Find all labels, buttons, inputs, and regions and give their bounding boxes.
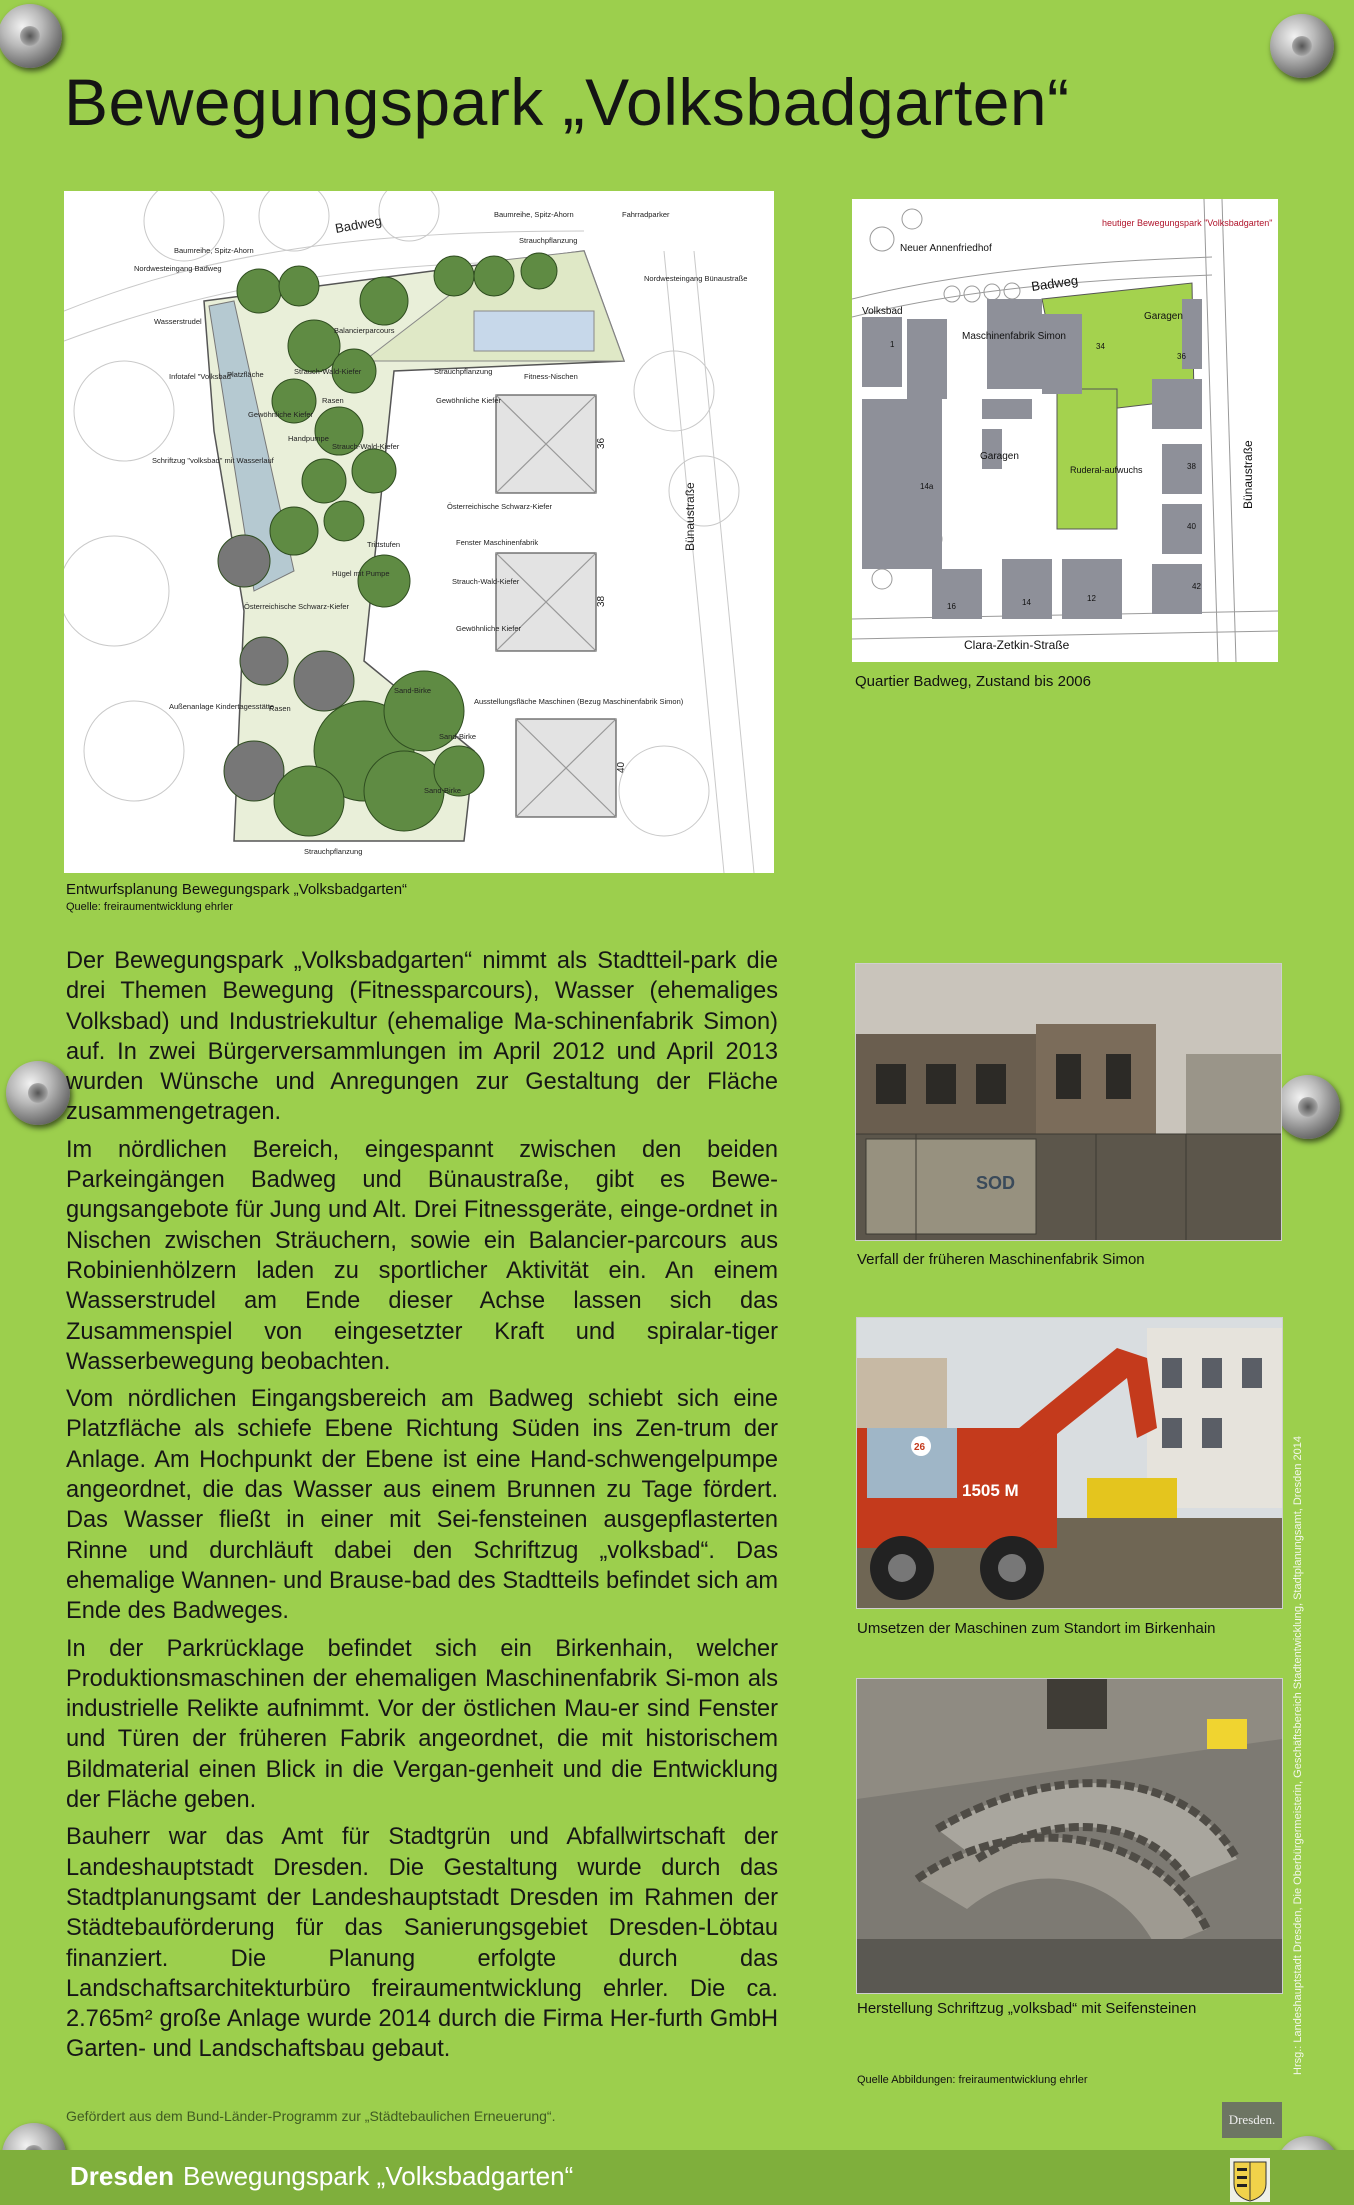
plan-label-trittstufen: Trittstufen — [367, 540, 401, 549]
map-label-garagen: Garagen — [1144, 311, 1183, 322]
plan-house-40: 40 — [616, 761, 627, 773]
photo-paving — [856, 1678, 1283, 1994]
photos-source: Quelle Abbildungen: freiraumentwicklung ehrler — [857, 2074, 1088, 2086]
plan-label-balancierparcours: Balancierparcours — [334, 326, 395, 335]
plan-label-huegel: Hügel mit Pumpe — [332, 569, 390, 578]
map-label-garagen-2: Garagen — [980, 451, 1019, 462]
plan-label-gewoehnliche-kiefer-3: Gewöhnliche Kiefer — [456, 624, 522, 633]
map-number-38: 38 — [1187, 462, 1196, 471]
plan-label-sandbirke-2: Sand-Birke — [439, 732, 477, 741]
plan-label-strauchwald: Strauch-Wald-Kiefer — [294, 367, 362, 376]
plan-label-nordwesteingang-2: Nordwesteingang Bünaustraße — [644, 274, 748, 283]
plan-label-aussenanlage: Außenanlage Kindertagesstätte — [169, 702, 275, 711]
plan-label-nordwesteingang: Nordwesteingang Badweg — [134, 264, 222, 273]
plan-label-schriftzug: Schriftzug "volksbad" mit Wasserlauf — [152, 456, 274, 465]
map-number-42: 42 — [1192, 582, 1201, 591]
excavator-badge: 26 — [914, 1442, 926, 1453]
plan-label-infotafel: Infotafel "Volksbad" — [169, 372, 234, 381]
plan-label-wasserstrudel: Wasserstrudel — [154, 317, 202, 326]
photo1-caption: Verfall der früheren Maschinenfabrik Simon — [857, 1251, 1145, 1268]
graffiti-tag: SOD — [976, 1173, 1016, 1193]
body-paragraph: In der Parkrücklage befindet sich ein Birkenhain, welcher Produktionsmaschinen der ehemaligen Maschinenfabrik Si-mon als industrielle Relikte aufnimmt. Vor der östlichen Mau-er sind Fenster und Türen der früheren Fabrik angeordnet, die mit historischem Bildmaterial einen Blick in die Vergan-genheit und die Entwicklung der Fläche geben. — [66, 1635, 778, 1814]
screw-top-left — [0, 4, 62, 68]
plan-label-sandbirke-3: Sand-Birke — [424, 786, 462, 795]
photo-factory-ruin — [855, 963, 1282, 1241]
plan-label-rasen-2: Rasen — [269, 704, 291, 713]
plan-label-baumreihe: Baumreihe, Spitz-Ahorn — [174, 246, 254, 255]
page-title: Bewegungspark „Volksbadgarten“ — [64, 65, 1070, 139]
body-paragraph: Im nördlichen Bereich, eingespannt zwischen den beiden Parkeingängen Badweg und Bünaustraße, gibt es Bewe-gungsangebote für Jung und Alt. Drei Fitnessgeräte, einge-ordnet in Nischen zwischen Sträuchern, sowie ein Balancier-parcours aus Robinienhölzern laden zu sportlicher Aktivität ein. An einem Wasserstrudel am Ende dieser Achse lassen sich das Zusammenspiel von eingesetzter Kraft und spiralar-tiger Wasserbewegung beobachten. — [66, 1136, 778, 1375]
screw-mid-right — [1276, 1075, 1340, 1139]
map-label-ruderalaufwuchs: Ruderal-aufwuchs — [1070, 465, 1143, 475]
map-number-40: 40 — [1187, 522, 1196, 531]
body-paragraph: Der Bewegungspark „Volksbadgarten“ nimmt als Stadtteil-park die drei Themen Bewegung (Fitnessparcours), Wasser (ehemaliges Volksbad) und Industriekultur (ehemalige Ma-schinenfabrik Simon) auf. In zwei Bürgerversammlungen im April 2012 und April 2013 wurden Wünsche und Anregungen zur Gestaltung der Fläche zusammengetragen. — [66, 948, 778, 1126]
funding-note: Gefördert aus dem Bund-Länder-Programm zur „Städtebaulichen Erneuerung“. — [66, 2108, 556, 2124]
dresden-logo: Dresden. — [1222, 2102, 1282, 2138]
plan-label-sandbirke: Sand-Birke — [394, 686, 432, 695]
footer-subtitle: Bewegungspark „Volksbadgarten“ — [183, 2161, 574, 2191]
photo-excavator — [856, 1317, 1283, 1609]
plan-label-gewoehnliche-kiefer: Gewöhnliche Kiefer — [436, 396, 502, 405]
excavator-number: 1505 M — [962, 1481, 1019, 1500]
body-paragraph: Bauherr war das Amt für Stadtgrün und Abfallwirtschaft der Landeshauptstadt Dresden. Die Gestaltung wurde durch das Stadtplanungsamt der Landeshauptstadt Dresden im Rahmen der Städtebauförderung für das Sanierungsgebiet Dresden-Löbtau finanziert. Die Planung erfolgte durch das Landschaftsarchitekturbüro freiraumentwicklung ehrler. Die ca. 2.765m² große Anlage wurde 2014 durch die Firma Her-furth GmbH Garten- und Landschaftsbau gebaut. — [66, 1824, 778, 2063]
photo3-caption: Herstellung Schriftzug „volksbad“ mit Seifensteinen — [857, 2000, 1197, 2017]
plan-label-strauchpflanzung: Strauchpflanzung — [519, 236, 578, 245]
map-label-clara-zetkin: Clara-Zetkin-Straße — [964, 638, 1070, 652]
plan-label-strauchwald-2: Strauch-Wald-Kiefer — [332, 442, 400, 451]
footer-brand: Dresden — [70, 2161, 175, 2191]
plan-label-gewoehnliche-kiefer-2: Gewöhnliche Kiefer — [248, 410, 314, 419]
plan-label-fenster: Fenster Maschinenfabrik — [456, 538, 539, 547]
plan-label-ausstellung: Ausstellungsfläche Maschinen (Bezug Maschinenfabrik Simon) — [474, 697, 684, 706]
body-paragraph: Vom nördlichen Eingangsbereich am Badweg schiebt sich eine Platzfläche als schiefe Ebene Richtung Süden ins Zen-trum der Anlage. Am Hochpunkt der Ebene ist eine Hand-schwengelpumpe angeordnet, die das Wasser aus einem Brunnen zu Tage fördert. Das Wasser fließt in einer mit Sei-fensteinen ausgepflasterten Rinne und durchläuft dabei den Schriftzug „volksbad“. Das ehemalige Wannen- und Brause-bad des Stadtteils befindet sich am Ende des Badweges. — [66, 1386, 778, 1625]
city-crest-icon — [1230, 2158, 1270, 2202]
publisher-credit: Hrsg.: Landeshauptstadt Dresden, Die Oberbürgermeisterin, Geschäftsbereich Stadtentwicklung, Stadtplanungsamt, Dresden 2014 — [1292, 1436, 1304, 2075]
map-number-34: 34 — [1096, 342, 1105, 351]
plan-house-36: 36 — [596, 437, 607, 449]
map-number-14a: 14a — [920, 482, 934, 491]
map-number-1: 1 — [890, 340, 895, 349]
plan-label-buenaustrasse: Bünaustraße — [683, 482, 697, 551]
plan-label-handpumpe: Handpumpe — [288, 434, 329, 443]
map-label-volksbad: Volksbad — [862, 306, 903, 317]
screw-mid-left — [6, 1061, 70, 1125]
map-label-maschinenfabrik: Maschinenfabrik Simon — [962, 331, 1066, 342]
plan-label-fahrradparker: Fahrradparker — [622, 210, 670, 219]
plan-label-badweg: Badweg — [333, 213, 383, 236]
map-number-12: 12 — [1087, 594, 1096, 603]
map-label-heutiger-park: heutiger Bewegungspark "Volksbadgarten" — [1102, 218, 1273, 228]
photo2-caption: Umsetzen der Maschinen zum Standort im Birkenhain — [857, 1620, 1216, 1637]
plan-source: Quelle: freiraumentwicklung ehrler — [66, 901, 233, 913]
plan-label-strauchpflanzung-2: Strauchpflanzung — [434, 367, 493, 376]
design-plan — [64, 191, 774, 873]
map-label-buenaustrasse: Bünaustraße — [1241, 440, 1255, 509]
plan-label-rasen: Rasen — [322, 396, 344, 405]
map-label-badweg: Badweg — [1030, 272, 1079, 294]
plan-house-38: 38 — [596, 595, 607, 607]
plan-label-baumreihe-2: Baumreihe, Spitz-Ahorn — [494, 210, 574, 219]
body-text — [66, 946, 778, 2072]
plan-label-strauchwald-3: Strauch-Wald-Kiefer — [452, 577, 520, 586]
map-label-neuer-annenfriedhof: Neuer Annenfriedhof — [900, 243, 992, 254]
plan-label-schwarzkiefer-2: Österreichische Schwarz-Kiefer — [244, 602, 350, 611]
map-number-36: 36 — [1177, 352, 1186, 361]
map-number-16: 16 — [947, 602, 956, 611]
screw-top-right — [1270, 14, 1334, 78]
neighbourhood-map — [852, 199, 1278, 662]
plan-label-strauchpflanzung-3: Strauchpflanzung — [304, 847, 363, 856]
plan-caption: Entwurfsplanung Bewegungspark „Volksbadgarten“ — [66, 881, 408, 898]
plan-label-fitness: Fitness-Nischen — [524, 372, 578, 381]
map-number-14: 14 — [1022, 598, 1031, 607]
plan-label-platzflaeche: Platzfläche — [227, 370, 264, 379]
map-caption: Quartier Badweg, Zustand bis 2006 — [855, 673, 1091, 690]
plan-label-schwarzkiefer: Österreichische Schwarz-Kiefer — [447, 502, 553, 511]
